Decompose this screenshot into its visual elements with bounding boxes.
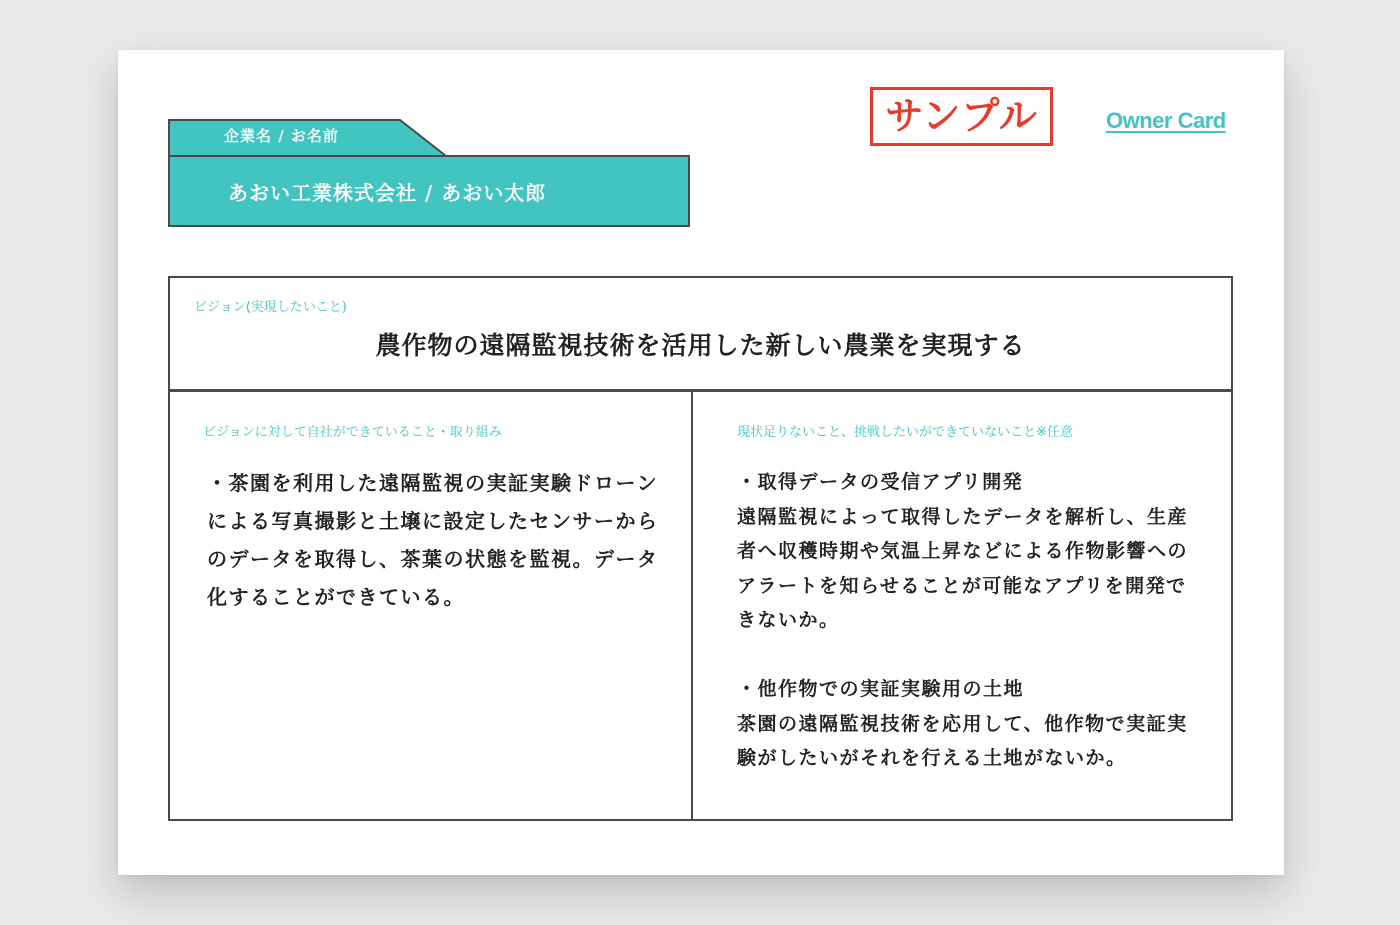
paragraph-gap xyxy=(737,638,1207,673)
challenges-label: 現状足りないこと、挑戦したいができていないこと※任意 xyxy=(737,425,1073,440)
company-and-name: あおい工業株式会社 / あおい太郎 xyxy=(228,181,547,205)
name-label-tab xyxy=(168,119,448,155)
challenge-2-title: ・他作物での実証実験用の土地 xyxy=(737,678,1025,700)
owner-card-link[interactable]: Owner Card xyxy=(1106,108,1226,133)
name-box xyxy=(168,155,690,227)
current-efforts-label: ビジョンに対して自社ができていること・取り組み xyxy=(203,425,502,440)
challenge-1-body: 遠隔監視によって取得したデータを解析し、生産者へ収穫時期や気温上昇などによる作物影響へのアラートを知らせることが可能なアプリを開発できないか。 xyxy=(737,505,1189,631)
current-efforts-column xyxy=(170,392,691,819)
challenge-2-body: 茶園の遠隔監視技術を応用して、他作物で実証実験がしたいがそれを行える土地がないか。 xyxy=(737,712,1188,769)
owner-card-sheet xyxy=(118,50,1284,875)
name-label: 企業名 / お名前 xyxy=(224,127,339,145)
challenge-1-title: ・取得データの受信アプリ開発 xyxy=(737,471,1024,493)
vision-text: 農作物の遠隔監視技術を活用した新しい農業を実現する xyxy=(375,331,1026,360)
challenges-text xyxy=(737,465,1207,776)
vision-label: ビジョン(実現したいこと) xyxy=(194,300,347,315)
details-box xyxy=(168,390,1233,821)
vision-box xyxy=(168,276,1233,391)
sample-stamp: サンプル xyxy=(870,87,1053,146)
challenges-column xyxy=(693,392,1233,819)
current-efforts-text: ・茶園を利用した遠隔監視の実証実験ドローンによる写真撮影と土壌に設定したセンサーからのデータを取得し、茶葉の状態を監視。データ化することができている。 xyxy=(207,471,659,609)
